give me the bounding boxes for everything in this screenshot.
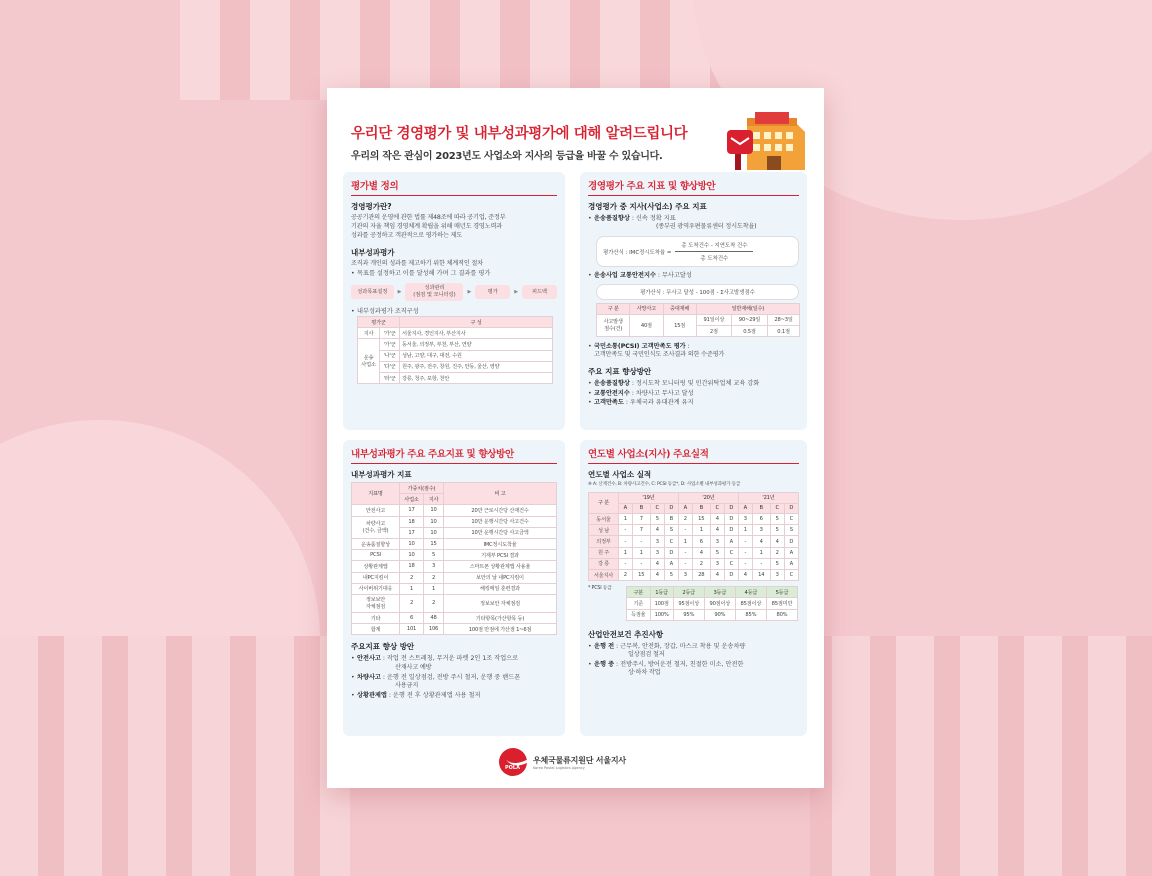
yearly-year-header: '20년 [678, 492, 738, 503]
indicator-quality-detail: (종부권 광역우편물류센터 정시도착율) [656, 223, 757, 231]
yearly-cell: C [784, 514, 798, 525]
ind-weight-b: 2 [424, 572, 444, 583]
yearly-cell: D [784, 536, 798, 547]
yearly-row [589, 514, 799, 525]
post-office-building-icon [725, 104, 809, 174]
internal-improve-item-cont: 사용금지 [395, 682, 419, 690]
internal-improve-item: • 차량사고 : 운행 전 일상점검, 전방 주시 철저, 운행 중 핸드폰 [351, 673, 557, 682]
yearly-subheading: 연도별 사업소 실적 [588, 470, 652, 479]
flow-step-manage: 성과관리 (점검 및 모니터링) [405, 283, 463, 301]
yearly-row [589, 536, 799, 547]
flow-arrow-icon: ▶ [514, 288, 519, 295]
ind-weight-a: 10 [400, 550, 424, 561]
ind-name: 상황관제앱 [352, 561, 400, 572]
yearly-cell: A [784, 547, 798, 558]
pcsi-header: 4등급 [735, 587, 766, 598]
formula-denominator: 총 도착건수 [700, 256, 729, 263]
yearly-cell: 5 [770, 558, 784, 569]
footer-org-en: Korea Postal Logistics Agency [533, 765, 585, 770]
ind-weight-b: 10 [424, 505, 444, 516]
yearly-cell: 4 [650, 558, 664, 569]
indicator-quality: • 운송품질향상 : 신속 정확 지표 [588, 214, 799, 223]
definitions-title: 평가별 정의 [351, 178, 557, 196]
pcsi-cell: 득점율 [627, 609, 651, 620]
ind-weight-b: 1 [424, 583, 444, 594]
org-members: 강릉, 청주, 포항, 천안 [400, 372, 553, 383]
ind-weight-b: 5 [424, 550, 444, 561]
ind-weight-b: 10 [424, 527, 444, 538]
yearly-cell: 2 [619, 569, 633, 580]
ind-weight-a: 17 [400, 505, 424, 516]
yearly-cell: 4 [752, 536, 770, 547]
pcsi-header: 3등급 [704, 587, 735, 598]
safety-item-cont: 상·하차 작업 [628, 669, 661, 677]
ind-note: IMC정시도착율 [444, 538, 557, 549]
ind-name: 사이버위기대응 [352, 583, 400, 594]
pcsi-header: 5등급 [766, 587, 797, 598]
pcsi-cell: 기준 [627, 598, 651, 609]
internal-eval-heading: 내부성과평가 [351, 247, 395, 257]
yearly-cell: 2 [692, 558, 710, 569]
formula-numerator: 총 도착건수 - 지연도착 건수 [675, 241, 753, 252]
mgmt-eval-text-3: 성과를 공정하고 객관적으로 평가하는 제도 [351, 231, 463, 239]
acc-general-range: 28~3일 [768, 314, 800, 325]
yearly-year-header: '19년 [619, 492, 679, 503]
pcsi-cell: 95% [673, 609, 704, 620]
yearly-col-header: C [650, 503, 664, 513]
mgmt-eval-text-1: 공공기관의 운영에 관한 법률 제48조에 따라 공기업, 준정부 [351, 214, 506, 221]
ind-weight-a: 2 [400, 572, 424, 583]
ind-name: 내PC지킴이 [352, 572, 400, 583]
ind-weight-b: 48 [424, 613, 444, 624]
ind-header: 사업소 [400, 494, 424, 505]
yearly-cell: S [664, 525, 678, 536]
org-sub: '라'군 [380, 372, 400, 383]
ind-weight-b: 2 [424, 594, 444, 612]
ind-weight-b: 3 [424, 561, 444, 572]
yearly-row-name: 성 남 [589, 525, 619, 536]
yearly-cell: 1 [678, 536, 692, 547]
flow-step-goal: 성과목표설정 [351, 285, 394, 300]
pcsi-cell: 90점이상 [704, 598, 735, 609]
pcsi-grade-section [588, 586, 799, 621]
yearly-col-header: D [784, 503, 798, 513]
ind-name: 운송품질향상 [352, 538, 400, 549]
ind-note: 정보보안 자체점검 [444, 594, 557, 612]
yearly-col-header: C [770, 503, 784, 513]
mgmt-indicators-subheading: 경영평가 중 지사(사업소) 주요 지표 [588, 202, 707, 211]
internal-improve-item: • 안전사고 : 작업 전 스트레칭, 무거운 파렛 2인 1조 작업으로 [351, 654, 557, 663]
ind-name: 합계 [352, 624, 400, 635]
acc-header: 중대재해 [663, 303, 696, 314]
yearly-row-name: 강 릉 [589, 558, 619, 569]
ind-header: 비 고 [444, 483, 557, 505]
yearly-row-name: 의정부 [589, 536, 619, 547]
yearly-cell: 14 [752, 569, 770, 580]
flow-arrow-icon: ▶ [397, 288, 402, 295]
pcsi-cell: 85점이상 [735, 598, 766, 609]
yearly-cell: 4 [738, 569, 752, 580]
yearly-cell: 3 [710, 536, 724, 547]
traffic-safety-formula: 평가산식 : 무사고 달성 - 100점 - Σ사고발생점수 [596, 284, 799, 300]
yearly-cell: - [738, 547, 752, 558]
yearly-cell: C [724, 547, 738, 558]
yearly-results-table [588, 492, 799, 582]
yearly-cell: 1 [619, 514, 633, 525]
org-sub: '다'군 [380, 361, 400, 372]
yearly-cell: 28 [692, 569, 710, 580]
footer-logo [499, 748, 626, 776]
mgmt-indicators-title: 경영평가 주요 지표 및 향상방안 [588, 178, 799, 196]
internal-eval-text: 조직과 개인의 성과를 제고하기 위한 체계적인 절차 [351, 259, 483, 267]
yearly-cell: 1 [692, 525, 710, 536]
org-structure-table [357, 316, 553, 384]
pcsi-header: 2등급 [673, 587, 704, 598]
acc-header: 구 분 [597, 303, 630, 314]
ind-weight-a: 2 [400, 594, 424, 612]
mgmt-indicators-card [580, 172, 807, 430]
yearly-cell: 15 [692, 514, 710, 525]
org-sub: '가'군 [380, 339, 400, 350]
background-top-stripes [180, 0, 780, 100]
mgmt-improve-item: • 고객만족도 : 우체국과 유대관계 유지 [588, 398, 799, 407]
yearly-cell: 4 [710, 514, 724, 525]
org-sub: '가'군 [380, 328, 400, 339]
pcsi-grade-table [626, 586, 798, 621]
yearly-col-header: B [632, 503, 650, 513]
indicator-traffic-safety: • 운송사업 교통안전지수 : 무사고달성 [588, 271, 799, 280]
yearly-cell: A [664, 558, 678, 569]
ind-note: 스마트폰 상황관제앱 사용율 [444, 561, 557, 572]
flow-step-feedback: 피드백 [522, 285, 557, 300]
safety-item-cont: 일상점검 철저 [628, 651, 665, 659]
org-header-members: 구 성 [400, 317, 553, 328]
yearly-cell: - [678, 547, 692, 558]
mgmt-eval-text-2: 기관의 자율 책임 경영체계 확립을 위해 매년도 경영노력과 [351, 222, 503, 230]
yearly-cell: S [784, 525, 798, 536]
definitions-card [343, 172, 565, 430]
yearly-cell: 2 [770, 547, 784, 558]
yearly-cell: 1 [619, 547, 633, 558]
mgmt-improve-heading: 주요 지표 향상방안 [588, 367, 652, 377]
yearly-row [589, 547, 799, 558]
ind-note: 보안의 날 내PC지킴이 [444, 572, 557, 583]
yearly-cell: 3 [738, 514, 752, 525]
org-sub: '나'군 [380, 350, 400, 361]
logo-mark-text: POLA [505, 765, 520, 771]
pcsi-cell: 90% [704, 609, 735, 620]
poster-title: 우리단 경영평가 및 내부성과평가에 대해 알려드립니다 [351, 126, 688, 142]
yearly-cell: A [724, 536, 738, 547]
yearly-row [589, 558, 799, 569]
yearly-cell: 3 [678, 569, 692, 580]
acc-general-score: 2점 [696, 325, 731, 336]
ind-weight-a: 17 [400, 527, 424, 538]
yearly-row-name: 서울지사 [589, 569, 619, 580]
mgmt-improve-item: • 교통안전지수 : 차량사고 무사고 달성 [588, 389, 799, 398]
yearly-results-title: 연도별 사업소(지사) 주요실적 [588, 446, 799, 464]
acc-major-score: 15점 [663, 314, 696, 336]
yearly-col-header: A [619, 503, 633, 513]
yearly-row [589, 525, 799, 536]
eval-process-flow [351, 283, 557, 301]
yearly-cell: 5 [664, 569, 678, 580]
yearly-col-header: B [692, 503, 710, 513]
ind-weight-b: 106 [424, 624, 444, 635]
yearly-cell: 15 [632, 569, 650, 580]
yearly-row-header: 구 분 [589, 492, 619, 513]
ind-note: 100점 만점에 가산점 1~6점 [444, 624, 557, 635]
yearly-row [589, 569, 799, 580]
ind-weight-a: 6 [400, 613, 424, 624]
acc-row-label: 사고발생 점수(건) [597, 314, 630, 336]
ind-name: 기타 [352, 613, 400, 624]
yearly-cell: 4 [710, 569, 724, 580]
ind-name: 차량사고 (건수, 금액) [352, 516, 400, 538]
indicator-pcsi-detail: 고객만족도 및 국민인식도 조사결과 의한 수준평가 [594, 351, 725, 359]
yearly-cell: 5 [710, 547, 724, 558]
acc-general-range: 90~29일 [731, 314, 767, 325]
yearly-cell: - [752, 558, 770, 569]
yearly-cell: D [664, 547, 678, 558]
yearly-cell: 7 [632, 514, 650, 525]
acc-header: 일반재해(일수) [696, 303, 799, 314]
yearly-col-header: A [738, 503, 752, 513]
org-members: 성남, 고양, 대구, 대전, 수원 [400, 350, 553, 361]
acc-general-score: 0.5점 [731, 325, 767, 336]
ind-name: 안전사고 [352, 505, 400, 516]
yearly-cell: C [784, 569, 798, 580]
ind-weight-a: 18 [400, 561, 424, 572]
yearly-cell: 2 [678, 514, 692, 525]
pcsi-cell: 85% [735, 609, 766, 620]
yearly-cell: 6 [752, 514, 770, 525]
yearly-cell: 4 [650, 569, 664, 580]
yearly-cell: 1 [738, 525, 752, 536]
org-group: 지사 [358, 328, 380, 339]
yearly-cell: 4 [710, 525, 724, 536]
yearly-cell: 3 [770, 569, 784, 580]
yearly-col-header: D [724, 503, 738, 513]
ind-name: PCSI [352, 550, 400, 561]
internal-eval-bullet: • 목표를 설정하고 이를 달성해 가며 그 결과를 평가 [351, 269, 557, 278]
mgmt-eval-heading: 경영평가란? [351, 202, 392, 211]
yearly-cell: 3 [650, 536, 664, 547]
ind-weight-a: 1 [400, 583, 424, 594]
internal-indicator-table [351, 482, 557, 635]
indicator-pcsi: • 국민소통(PCSI) 고객만족도 평가 : [588, 342, 799, 351]
yearly-cell: D [724, 525, 738, 536]
ind-note: 10만 운행시간당 사고건수 [444, 516, 557, 527]
ind-header: 지사 [424, 494, 444, 505]
yearly-cell: 3 [710, 558, 724, 569]
yearly-cell: D [724, 514, 738, 525]
yearly-cell: 5 [770, 525, 784, 536]
yearly-row-name: 원 주 [589, 547, 619, 558]
org-members: 서울지사, 경인지사, 부산지사 [400, 328, 553, 339]
yearly-cell: A [784, 558, 798, 569]
yearly-cell: - [619, 558, 633, 569]
internal-indicators-title: 내부성과평가 주요 주요지표 및 향상방안 [351, 446, 557, 464]
ind-name: 정보보안 자체점검 [352, 594, 400, 612]
pcsi-grade-label: * PCSI 등급 [588, 586, 612, 592]
yearly-cell: 1 [632, 547, 650, 558]
formula-fraction [675, 241, 753, 262]
pola-logo-icon [499, 748, 527, 776]
ind-note: 기타항목(가산항목 등) [444, 613, 557, 624]
ind-weight-b: 10 [424, 516, 444, 527]
pcsi-header: 1등급 [650, 587, 673, 598]
yearly-cell: - [678, 558, 692, 569]
yearly-cell: - [738, 536, 752, 547]
pcsi-cell: 100% [650, 609, 673, 620]
yearly-cell: - [619, 536, 633, 547]
yearly-cell: 4 [770, 536, 784, 547]
pcsi-cell: 95점이상 [673, 598, 704, 609]
imc-formula [596, 236, 799, 267]
yearly-year-header: '21년 [738, 492, 798, 503]
yearly-cell: 5 [770, 514, 784, 525]
ind-note: 10만 운행시간당 사고금액 [444, 527, 557, 538]
safety-item: • 운행 전 : 근무복, 안전화, 장갑, 마스크 착용 및 운송차량 [588, 642, 799, 651]
yearly-cell: B [664, 514, 678, 525]
yearly-col-header: C [710, 503, 724, 513]
yearly-note: ※ A: 산재건수, B: 차량사고건수, C: PCSI 등급*, D: 사업소별 내부성과평가 등급 [588, 482, 741, 487]
yearly-col-header: B [752, 503, 770, 513]
ind-header: 지표명 [352, 483, 400, 505]
yearly-cell: - [632, 558, 650, 569]
internal-improve-heading: 주요지표 향상 방안 [351, 642, 415, 652]
acc-death-score: 40점 [630, 314, 663, 336]
yearly-cell: C [664, 536, 678, 547]
mgmt-improve-item: • 운송품질향상 : 정시도착 모니터링 및 민간위탁업체 교육 강화 [588, 379, 799, 388]
ind-note: 20만 근로시간당 산재건수 [444, 505, 557, 516]
acc-general-range: 91일이상 [696, 314, 731, 325]
yearly-cell: D [724, 569, 738, 580]
footer-org-name: 우체국물류지원단 서울지사 [533, 755, 626, 765]
org-members: 원주, 광주, 전주, 창원, 진주, 안동, 울산, 영양 [400, 361, 553, 372]
ind-header: 가중치(점수) [400, 483, 444, 494]
ind-weight-a: 101 [400, 624, 424, 635]
pcsi-cell: 100점 [650, 598, 673, 609]
yearly-col-header: A [678, 503, 692, 513]
yearly-cell: - [738, 558, 752, 569]
acc-header: 사망사고 [630, 303, 663, 314]
ind-weight-a: 18 [400, 516, 424, 527]
yearly-cell: 3 [752, 525, 770, 536]
ind-weight-a: 10 [400, 538, 424, 549]
yearly-cell: 1 [752, 547, 770, 558]
internal-indicators-card [343, 440, 565, 736]
safety-heading: 산업안전보건 추진사항 [588, 629, 664, 639]
poster [327, 88, 824, 788]
ind-note: 해킹메일 훈련결과 [444, 583, 557, 594]
org-group: 운송 사업소 [358, 339, 380, 384]
safety-item: • 운행 중 : 전방주시, 방어운전 철저, 친절한 미소, 안전한 [588, 660, 799, 669]
org-structure-bullet: • 내부성과평가 조직구성 [351, 307, 557, 316]
yearly-cell: C [724, 558, 738, 569]
yearly-row-name: 동서울 [589, 514, 619, 525]
org-header-group: 평가군 [358, 317, 400, 328]
yearly-cell: - [678, 525, 692, 536]
flow-arrow-icon: ▶ [467, 288, 472, 295]
internal-improve-item-cont: 산재사고 예방 [395, 663, 432, 671]
yearly-results-card [580, 440, 807, 736]
yearly-cell: 3 [650, 547, 664, 558]
pcsi-cell: 80% [766, 609, 797, 620]
accident-score-table [596, 303, 800, 338]
yearly-cell: 5 [650, 514, 664, 525]
yearly-cell: 7 [632, 525, 650, 536]
internal-indicators-subheading: 내부성과평가 지표 [351, 470, 412, 479]
yearly-cell: 4 [650, 525, 664, 536]
ind-weight-b: 15 [424, 538, 444, 549]
yearly-cell: - [619, 525, 633, 536]
org-members: 동서울, 의정부, 부천, 부산, 연양 [400, 339, 553, 350]
formula-label: 평가산식 : IMC정시도착율 = [603, 249, 672, 256]
ind-note: 기재부 PCSI 결과 [444, 550, 557, 561]
poster-subtitle: 우리의 작은 관심이 2023년도 사업소와 지사의 등급을 바꿀 수 있습니다. [351, 151, 663, 162]
yearly-cell: 4 [692, 547, 710, 558]
pcsi-header: 구분 [627, 587, 651, 598]
acc-general-score: 0.1점 [768, 325, 800, 336]
internal-improve-item: • 상황관제앱 : 운행 전 후 상황관제앱 사용 철저 [351, 691, 557, 700]
yearly-col-header: D [664, 503, 678, 513]
yearly-cell: 6 [692, 536, 710, 547]
yearly-cell: - [632, 536, 650, 547]
pcsi-cell: 85점미만 [766, 598, 797, 609]
flow-step-evaluate: 평가 [475, 285, 510, 300]
